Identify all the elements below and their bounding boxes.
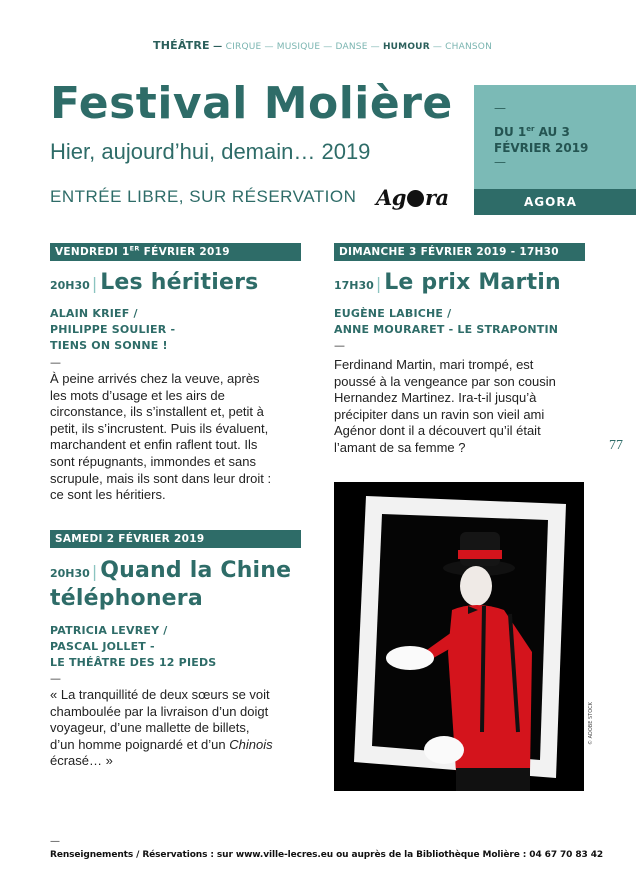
event-time: 20H30	[50, 567, 90, 580]
category-humour: HUMOUR	[382, 42, 430, 52]
credit-line: ALAIN KRIEF /	[50, 307, 138, 320]
category-chanson: CHANSON	[445, 42, 493, 52]
event-dash: —	[334, 339, 345, 352]
event-date-end: FÉVRIER 2019	[139, 246, 230, 258]
event-credits	[334, 306, 558, 338]
entry-info: ENTRÉE LIBRE, SUR RÉSERVATION	[50, 187, 357, 206]
event-date-sup: ER	[129, 244, 140, 253]
mime-illustration	[334, 482, 584, 791]
category-cirque: CIRQUE	[225, 42, 262, 52]
event-title-continued: téléphonera	[50, 586, 203, 611]
venue-label: AGORA	[524, 195, 577, 209]
category-separator: —	[261, 42, 277, 52]
suspender	[482, 606, 484, 732]
description-line: écrasé… »	[50, 753, 113, 769]
dates-line1: DU 1	[494, 125, 527, 139]
description-line: circonstance, ils s’installent et, petit à	[50, 404, 264, 420]
event-time: 20H30	[50, 279, 90, 292]
credit-line: ANNE MOURARET - LE STRAPONTIN	[334, 323, 559, 336]
logo-letter: ra	[424, 185, 449, 210]
description-line: Agénor dont il a découvert qu’il était	[334, 423, 541, 439]
description-line: scrupule, mais ils sont dans leur droit :	[50, 470, 272, 486]
description-text: d’un homme poignardé et d’un	[50, 736, 230, 752]
event-date-band	[50, 243, 301, 261]
trousers	[456, 768, 530, 791]
credit-line: EUGÈNE LABICHE /	[334, 307, 452, 320]
page-number: 77	[609, 438, 623, 453]
event-credits	[50, 623, 216, 671]
event-credits	[50, 306, 175, 354]
description-line: chamboulée par la livraison d’un doigt	[50, 703, 269, 719]
description-line: Ferdinand Martin, mari trompé, est	[334, 357, 534, 372]
title-separator: |	[91, 274, 98, 293]
dates-sup: er	[526, 125, 535, 133]
logo-dot	[407, 190, 424, 207]
category-separator: —	[320, 42, 336, 52]
event-title-row	[50, 270, 258, 295]
event-title: Le prix Martin	[384, 270, 561, 295]
event-date: DIMANCHE 3 FÉVRIER 2019 - 17H30	[339, 246, 559, 258]
description-line: Hernandez Martinez. Ira-t-il jusqu’à	[334, 390, 537, 406]
event-dash: —	[50, 672, 61, 685]
event-title: Quand la Chine	[100, 558, 292, 583]
description-line: marchandent et enfin raflent tout. Ils	[50, 437, 258, 453]
page-subtitle: Hier, aujourd’hui, demain… 2019	[50, 139, 371, 164]
dates-line1-end: AU 3	[534, 125, 570, 139]
description-line: petit, ils s’incrustent. Puis ils évaluent,	[50, 420, 269, 436]
credit-line: PHILIPPE SOULIER -	[50, 323, 176, 336]
event-description	[334, 357, 556, 457]
credit-line: PASCAL JOLLET -	[50, 640, 155, 653]
category-separator: —	[429, 42, 446, 52]
description-italic: Chinois	[229, 736, 273, 752]
logo-letter: g	[391, 185, 406, 210]
photo-credit: © ADOBE STOCK	[588, 702, 594, 745]
event-title: Les héritiers	[100, 270, 259, 295]
description-line: À peine arrivés chez la veuve, après	[50, 371, 260, 386]
event-time: 17H30	[334, 279, 374, 292]
description-line	[50, 737, 273, 754]
description-line: voyageur, d’une mallette de billets,	[50, 720, 250, 736]
event-description	[50, 371, 271, 504]
hat-band	[458, 550, 502, 559]
mime-photo	[334, 482, 584, 791]
title-separator: |	[91, 562, 98, 581]
description-line: l’amant de sa femme ?	[334, 439, 466, 455]
logo-letter: A	[376, 185, 392, 210]
event-date-band	[50, 530, 301, 548]
description-line: sont répugnants, immondes et sans	[50, 453, 256, 469]
festival-dates	[494, 121, 588, 156]
dates-line2: FÉVRIER 2019	[494, 141, 589, 155]
footer-dash: —	[50, 836, 60, 847]
white-glove-right	[424, 736, 464, 764]
mime-face	[460, 566, 492, 606]
category-line	[153, 39, 492, 52]
description-line: les mots d’usage et les airs de	[50, 387, 225, 403]
event-description	[50, 687, 273, 770]
credit-line: LE THÉÂTRE DES 12 PIEDS	[50, 656, 217, 669]
category-separator: —	[209, 42, 226, 52]
datebox-dash-top: —	[494, 101, 506, 115]
category-danse: DANSE	[335, 42, 368, 52]
credit-line: PATRICIA LEVREY /	[50, 624, 168, 637]
venue-bar	[474, 189, 636, 215]
description-line: ce sont les héritiers.	[50, 487, 166, 503]
page-title: Festival Molière	[50, 78, 453, 129]
description-line: « La tranquillité de deux sœurs se voit	[50, 687, 270, 702]
credit-line: TIENS ON SONNE !	[50, 339, 168, 352]
hat-crown	[460, 532, 500, 566]
event-title-row	[334, 270, 561, 295]
event-title-row	[50, 558, 291, 583]
category-musique: MUSIQUE	[276, 42, 321, 52]
event-date-band	[334, 243, 585, 261]
white-glove-left	[386, 646, 434, 670]
category-theatre: THÉÂTRE	[153, 39, 210, 52]
event-date: SAMEDI 2 FÉVRIER 2019	[55, 533, 205, 545]
category-separator: —	[367, 42, 383, 52]
description-line: précipiter dans un ravin son vieil ami	[334, 406, 545, 422]
festival-dates-box	[474, 85, 636, 189]
title-separator: |	[375, 274, 382, 293]
agora-logo	[376, 185, 449, 210]
description-line: poussé à la vengeance par son cousin	[334, 373, 556, 389]
footer-info: Renseignements / Réservations : sur www.ville-lecres.eu ou auprès de la Bibliothèque Molière : 04 67 70 83 42	[50, 850, 604, 860]
event-date: VENDREDI 1	[55, 246, 130, 258]
event-dash: —	[50, 356, 61, 369]
event-title-row-2	[50, 586, 203, 611]
datebox-dash-bottom: —	[494, 155, 506, 169]
